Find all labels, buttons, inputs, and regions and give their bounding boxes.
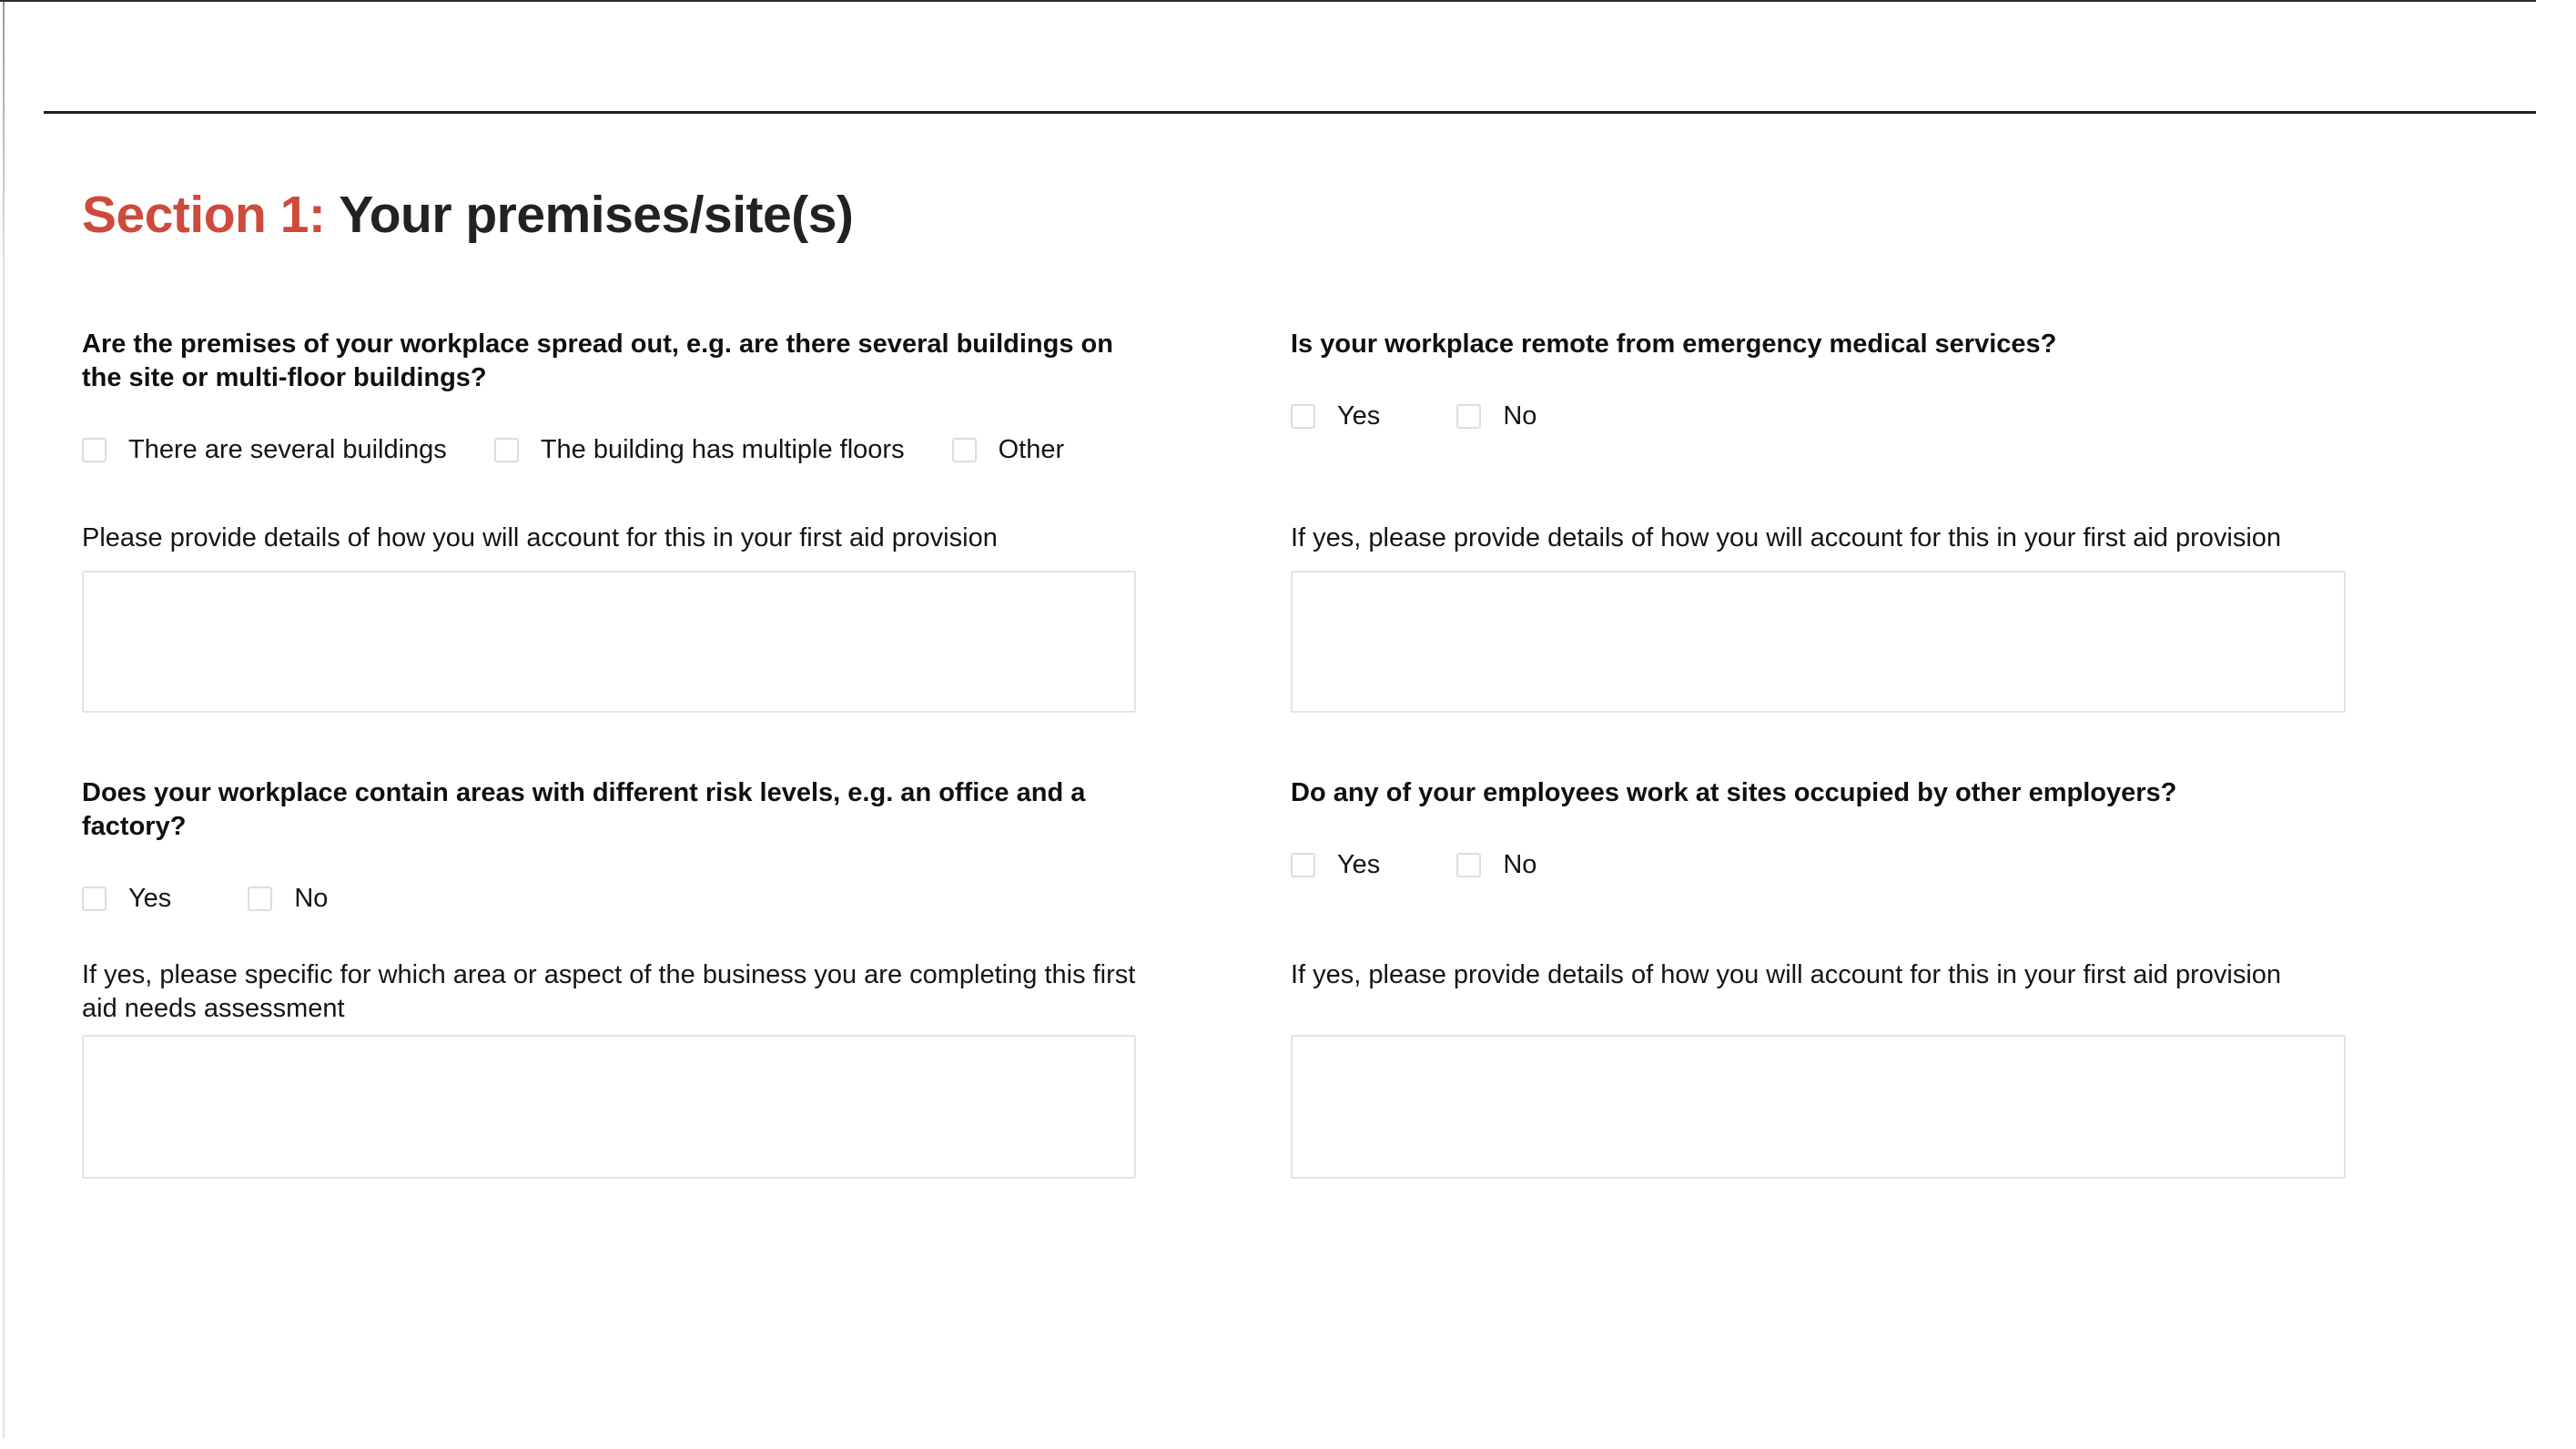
option-label: No (1503, 850, 1537, 879)
checkbox[interactable] (82, 438, 106, 462)
detail-label: If yes, please provide details of how you will account for this in your first aid provision (1291, 960, 2282, 989)
option-label: Yes (1337, 850, 1381, 879)
window-top-edge-line (0, 0, 2536, 2)
page-content (82, 185, 2346, 1180)
detail-field-wrap (82, 1035, 1136, 1180)
question-prompt: Does your workplace contain areas with different risk levels, e.g. an office and a factory? (82, 778, 1086, 841)
form-grid (82, 328, 2346, 1180)
option-label: The building has multiple floors (540, 435, 905, 464)
checkbox[interactable] (1291, 404, 1315, 429)
option-label: Yes (1337, 401, 1381, 431)
detail-field-wrap (1291, 1035, 2346, 1180)
option-multiple-floors[interactable] (494, 433, 905, 467)
detail-label: If yes, please specific for which area or aspect of the business you are completing this first aid needs assessment (82, 960, 1136, 1023)
checkbox[interactable] (1456, 404, 1481, 429)
option-yes[interactable] (82, 882, 171, 916)
option-several-buildings[interactable] (82, 433, 447, 467)
option-no[interactable] (1456, 400, 1536, 433)
option-label: No (1503, 401, 1537, 431)
option-label: There are several buildings (128, 435, 447, 464)
question-block-risk-levels (82, 776, 1136, 958)
checkbox[interactable] (952, 438, 977, 462)
options-row (1291, 848, 2346, 882)
options-row (82, 433, 1136, 467)
detail-label: If yes, please provide details of how you will account for this in your first aid provision (1291, 523, 2282, 552)
option-label: Yes (128, 884, 172, 913)
checkbox[interactable] (1456, 853, 1481, 877)
option-yes[interactable] (1291, 848, 1380, 882)
detail-label: Please provide details of how you will account for this in your first aid provision (82, 523, 998, 552)
option-no[interactable] (248, 882, 328, 916)
details-textarea-other-employers[interactable] (1291, 1035, 2346, 1179)
section-heading-number: Section 1: (82, 186, 326, 244)
checkbox[interactable] (494, 438, 519, 462)
details-textarea-premises-spread[interactable] (82, 571, 1136, 713)
options-row (82, 882, 1136, 916)
question-prompt: Do any of your employees work at sites occupied by other employers? (1291, 778, 2177, 807)
checkbox[interactable] (82, 887, 106, 911)
details-textarea-remote-medical[interactable] (1291, 571, 2346, 713)
options-row (1291, 400, 2346, 433)
option-no[interactable] (1456, 848, 1536, 882)
section-heading (82, 185, 2346, 245)
detail-field-wrap (1291, 571, 2346, 776)
section-heading-title: Your premises/site(s) (339, 186, 854, 244)
details-textarea-risk-levels[interactable] (82, 1035, 1136, 1179)
question-block-other-employers (1291, 776, 2346, 958)
checkbox[interactable] (1291, 853, 1315, 877)
option-yes[interactable] (1291, 400, 1380, 433)
option-label: Other (998, 435, 1065, 464)
question-prompt: Is your workplace remote from emergency medical services? (1291, 329, 2057, 359)
option-other[interactable] (952, 433, 1065, 467)
question-block-remote-medical (1291, 328, 2346, 522)
option-label: No (294, 884, 329, 913)
detail-field-wrap (82, 571, 1136, 776)
section-divider-line (44, 111, 2536, 114)
page-left-edge-line (3, 2, 5, 1438)
question-prompt: Are the premises of your workplace spread out, e.g. are there several buildings on the site or multi-floor buildings? (82, 329, 1113, 392)
question-block-premises-spread (82, 328, 1136, 522)
checkbox[interactable] (248, 887, 272, 911)
